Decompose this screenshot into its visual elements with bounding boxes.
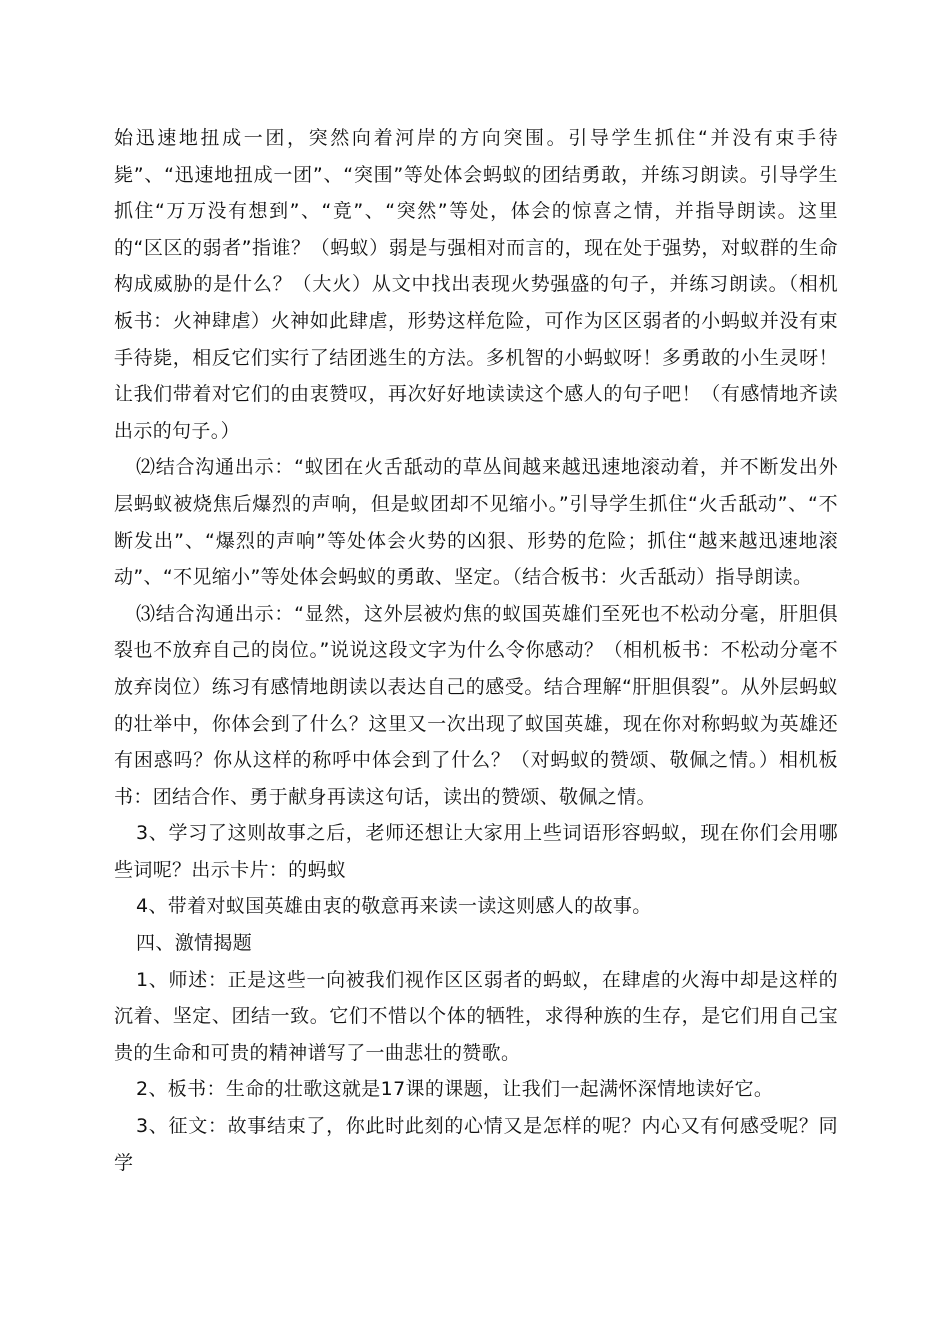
paragraph-step-4: 4、带着对蚁国英雄由衷的敬意再来读一读这则感人的故事。 (136, 895, 652, 918)
paragraph-continuation: 始迅速地扭成一团，突然向着河岸的方向突围。引导学生抓住“并没有束手待毙”、“迅速地扭成一团”、“突围”等处体会蚂蚁的团结勇敢，并练习朗读。引导学生抓住“万万没有想到”、“竟”、“突然”等处，体会的惊喜之情，并指导朗读。这里的“区区的弱者”指谁？（蚂蚁）弱是与强相对而言的，现在处于强势，对蚁群的生命构成威胁的是什么？（大火）从文中找出表现火势强盛的句子，并练习朗读。（相机板书：火神肆虐）火神如此肆虐，形势这样危险，可作为区区弱者的小蚂蚁并没有束手待毙，相反它们实行了结团逃生的方法。多机智的小蚂蚁呀！多勇敢的小生灵呀！让我们带着对它们的由衷赞叹，再次好好地读读这个感人的句子吧！（有感情地齐读出示的句子。） (114, 127, 838, 442)
paragraph-essay-prompt: 3、征文：故事结束了，你此时此刻的心情又是怎样的呢？内心又有何感受呢？同学 (114, 1115, 838, 1174)
paragraph-step-3: 3、学习了这则故事之后，老师还想让大家用上些词语形容蚂蚁，现在你们会用哪些词呢？出示卡片：的蚂蚁 (114, 822, 838, 881)
paragraph-point-2: ⑵结合沟通出示：“蚁团在火舌舐动的草丛间越来越迅速地滚动着，并不断发出外层蚂蚁被烧焦后爆烈的声响，但是蚁团却不见缩小。”引导学生抓住“火舌舐动”、“不断发出”、“爆烈的声响”等处体会火势的凶狠、形势的危险；抓住“越来越迅速地滚动”、“不见缩小”等处体会蚂蚁的勇敢、坚定。（结合板书：火舌舐动）指导朗读。 (114, 456, 838, 589)
paragraph-teacher-narration: 1、师述：正是这些一向被我们视作区区弱者的蚂蚁，在肆虐的火海中却是这样的沉着、坚定、团结一致。它们不惜以个体的牺牲，求得种族的生存，是它们用自己宝贵的生命和可贵的精神谱写了一曲悲壮的赞歌。 (114, 968, 838, 1064)
paragraph-point-3: ⑶结合沟通出示：“显然，这外层被灼焦的蚁国英雄们至死也不松动分毫，肝胆俱裂也不放弃自己的岗位。”说说这段文字为什么令你感动？（相机板书：不松动分毫不放弃岗位）练习有感情地朗读以表达自己的感受。结合理解“肝胆俱裂”。从外层蚂蚁的壮举中，你体会到了什么？这里又一次出现了蚁国英雄，现在你对称蚂蚁为英雄还有困惑吗？你从这样的称呼中体会到了什么？（对蚂蚁的赞颂、敬佩之情。）相机板书：团结合作、勇于献身再读这句话，读出的赞颂、敬佩之情。 (114, 602, 838, 808)
section-heading-4: 四、激情揭题 (136, 932, 253, 955)
paragraph-board-writing: 2、板书：生命的壮歌这就是17课的课题，让我们一起满怀深情地读好它。 (136, 1078, 774, 1101)
document-body (114, 120, 838, 1181)
